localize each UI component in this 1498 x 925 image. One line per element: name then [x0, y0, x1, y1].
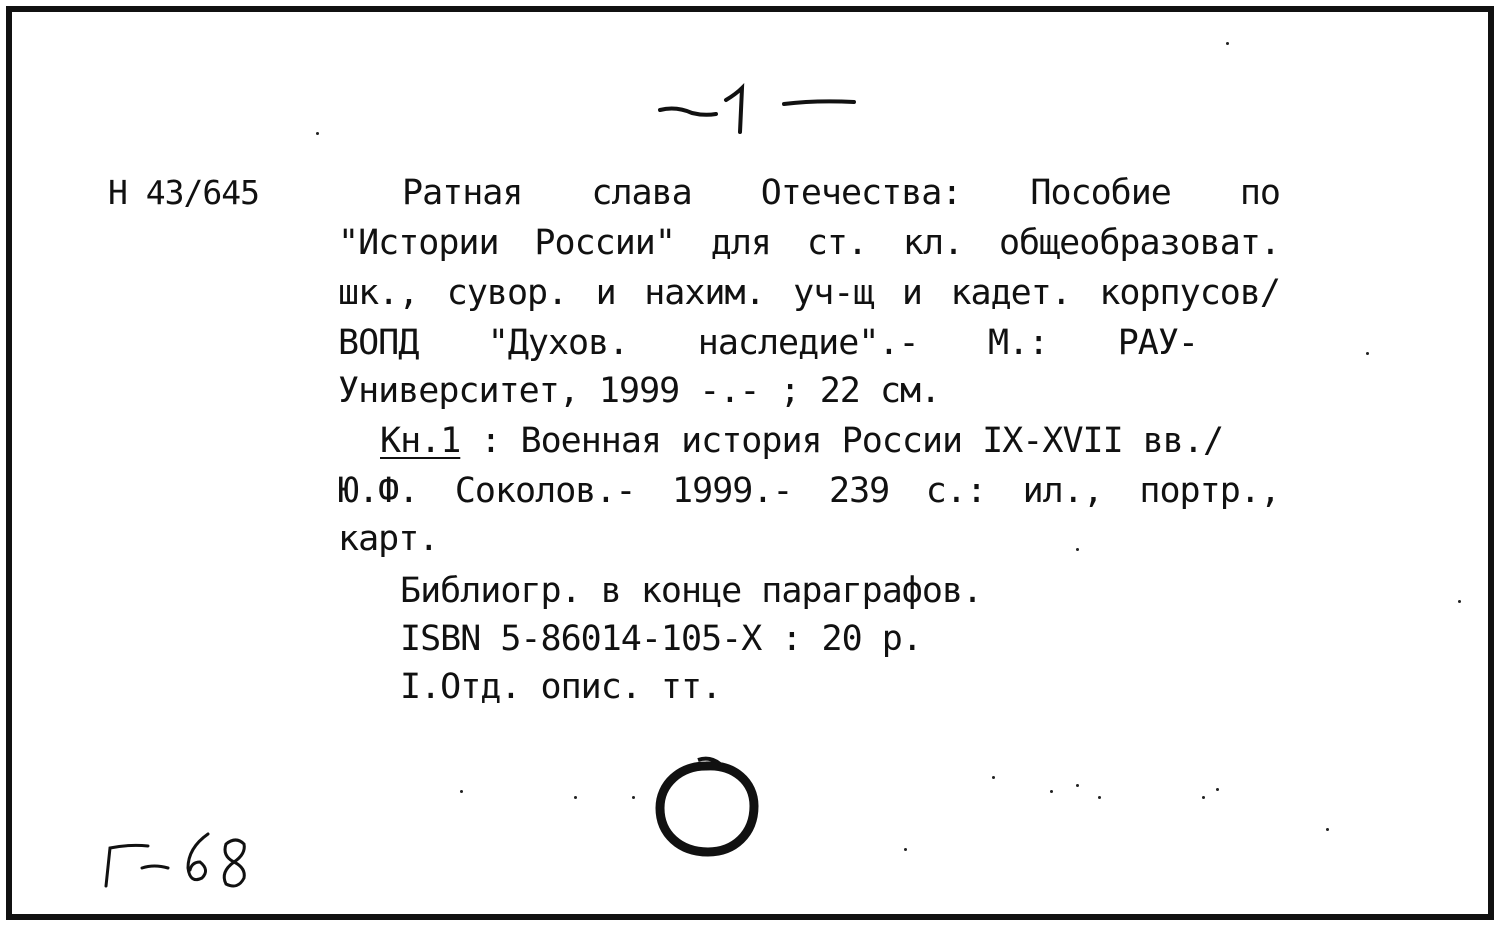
word: по — [1239, 173, 1280, 213]
volume-title: : Военная история России IX-XVII вв./ — [460, 421, 1224, 461]
title-line-1 — [402, 172, 1280, 214]
library-stamp — [650, 756, 762, 860]
word: корпусов/ — [1099, 273, 1280, 313]
bibliography-note: Библиогр. в конце параграфов. — [400, 571, 983, 611]
word: России" — [534, 223, 675, 263]
word: слава — [591, 173, 692, 213]
word: ВОПД — [338, 323, 419, 363]
word: Ратная — [402, 173, 523, 213]
word: уч-щ — [793, 273, 874, 313]
word: Соколов.- — [454, 471, 636, 511]
word: 1999.- — [672, 471, 793, 511]
word: кадет. — [950, 273, 1071, 313]
page-number — [656, 80, 866, 140]
volume-line-2 — [338, 470, 1280, 512]
word: 239 — [829, 471, 890, 511]
word: Отечества: — [760, 173, 962, 213]
word: Пособие — [1030, 173, 1171, 213]
word: общеобразоват. — [998, 223, 1280, 263]
word: и — [595, 273, 616, 313]
word: М.: — [988, 323, 1049, 363]
shelf-mark: Н 43/645 — [108, 173, 259, 212]
word: наследие".- — [697, 323, 919, 363]
word: ил., — [1022, 471, 1103, 511]
word: РАУ- — [1117, 323, 1198, 363]
word: с.: — [925, 471, 987, 511]
word: портр., — [1139, 471, 1280, 511]
word: Ю.Ф. — [338, 471, 419, 511]
title-line-4 — [338, 322, 1198, 364]
title-line-2 — [338, 222, 1280, 264]
word: кл. — [902, 223, 964, 263]
word: сувор. — [446, 273, 568, 313]
title-line-5: Университет, 1999 -.- ; 22 см. — [338, 371, 941, 411]
word: нахим. — [644, 273, 765, 313]
volume-line-1 — [380, 420, 1223, 462]
word: "Духов. — [487, 323, 629, 363]
isbn-line: ISBN 5-86014-105-X : 20 р. — [400, 619, 922, 659]
page-number-text: 1 — [736, 130, 737, 131]
word: для — [710, 223, 771, 263]
title-line-3 — [338, 272, 1280, 314]
volume-label: Кн.1 — [380, 421, 461, 461]
volume-line-3: карт. — [338, 519, 439, 559]
word: шк., — [338, 273, 419, 313]
word: "Истории — [338, 223, 499, 263]
handwritten-mark — [96, 826, 266, 896]
tracing-line: I.Отд. опис. тт. — [400, 667, 722, 707]
word: ст. — [806, 223, 868, 263]
word: и — [901, 273, 922, 313]
